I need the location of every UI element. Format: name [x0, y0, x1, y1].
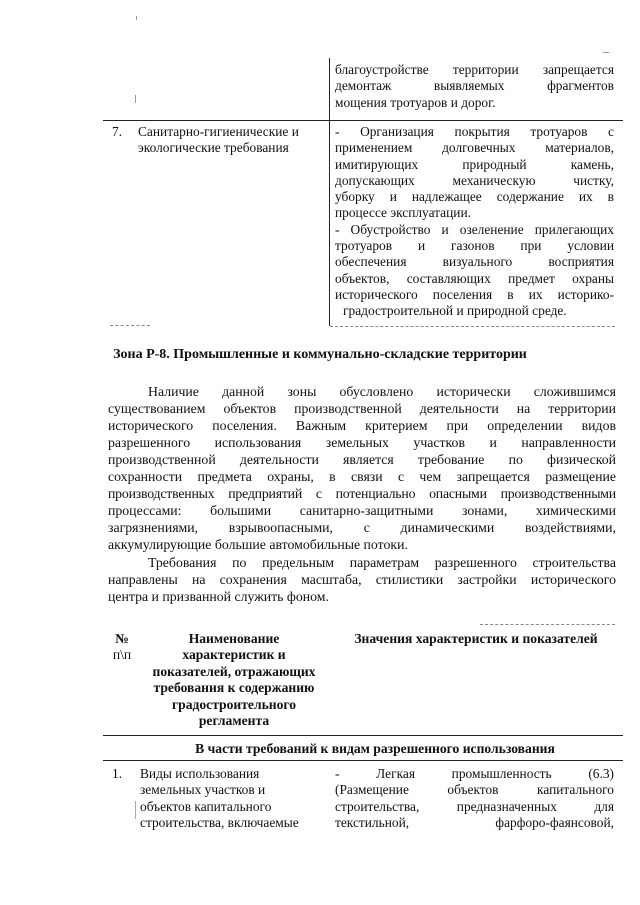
text-line: земельных участков и [140, 782, 266, 798]
text-line: градостроительного [171, 696, 297, 712]
text-line: направлены на сохранения масштаба, стилистики застройки исторического [108, 572, 616, 587]
text-line: показателей, отражающих [152, 663, 316, 679]
row7-number: 7. [112, 124, 123, 139]
text-line: № [115, 631, 129, 646]
text-line: Виды использования [140, 766, 260, 781]
table-border [103, 120, 623, 121]
text-line: Требования по предельным параметрам разрешенного строительства [148, 555, 616, 570]
header-number [106, 631, 138, 664]
text-line: характеристик и [182, 647, 286, 663]
text-line: п\п [112, 647, 132, 663]
text-line: исторического поселения в их историко- [335, 286, 614, 302]
text-line: - Обустройство и озеленение прилегающих [335, 221, 614, 237]
header-values: Значения характеристик и показателей [354, 631, 598, 646]
table-border [103, 760, 623, 761]
scan-mark [135, 95, 136, 103]
table-border [103, 735, 623, 736]
table-border [480, 624, 615, 625]
text-line: требования к содержанию [153, 680, 315, 696]
text-line: Наименование [188, 631, 280, 646]
scan-mark [603, 52, 609, 53]
text-line: производственных предприятий с потенциально опасными производственными [108, 486, 616, 501]
text-line: (Размещение объектов капитального [335, 782, 614, 798]
table-border [329, 121, 330, 326]
text-line: сохранности предмета охраны, в связи с чем запрещается размещение [108, 469, 616, 484]
text-line: - Организация покрытия тротуаров с [335, 124, 614, 139]
table-border [135, 801, 136, 819]
text-line: имитирующих природный камень, [335, 156, 614, 172]
row7-name [138, 124, 326, 157]
text-line: процессами: большими санитарно-защитными зонами, химическими [108, 503, 616, 518]
text-line: текстильной, фарфоро-фаянсовой, [335, 814, 614, 830]
text-line: экологические требования [138, 140, 289, 156]
table-border [110, 325, 150, 326]
zone-heading: Зона Р-8. Промышленные и коммунально-складские территории [113, 347, 527, 362]
text-line: производственной деятельности является требование по физической [108, 452, 616, 467]
text-line: тротуаров и газонов при условии [335, 238, 614, 254]
table-border [330, 326, 615, 327]
paragraph-2 [108, 554, 616, 605]
text-line: разрешенного использования земельных участков и направленности [108, 435, 616, 450]
text-line: регламента [198, 713, 270, 729]
text-line: исторического поселения. Важным критерием при определении видов [108, 418, 616, 433]
text-line: существованием объектов производственной деятельности на территории [108, 401, 616, 416]
text-line: благоустройстве территории запрещается [335, 62, 614, 77]
header-name [138, 631, 330, 729]
text-line: мощения тротуаров и дорог. [335, 94, 496, 110]
text-line: допускающих механическую чистку, [335, 172, 614, 188]
text-line: градостроительной и природной среде. [343, 303, 567, 319]
scan-mark [136, 16, 137, 20]
text-line: объектов капитального [140, 798, 272, 814]
text-line: демонтаж выявляемых фрагментов [335, 78, 614, 94]
text-line: процессе эксплуатации. [335, 205, 471, 221]
text-line: применением долговечных материалов, [335, 140, 614, 156]
text-line: - Легкая промышленность (6.3) [335, 766, 614, 781]
row1-value [335, 766, 614, 831]
text-line: строительства, предназначенных для [335, 798, 614, 814]
text-line: центра и призванной служить фоном. [108, 589, 329, 604]
text-line: загрязнениями, взрывоопасными, с динамическими воздействиями, [108, 520, 616, 535]
paragraph-1 [108, 383, 616, 553]
text-line: аккумулирующие большие автомобильные потоки. [108, 537, 408, 552]
text-line: обеспечения визуального восприятия [335, 254, 614, 270]
row1-name [140, 766, 330, 831]
text-line: Наличие данной зоны обусловлено исторически сложившимся [148, 384, 616, 399]
section-heading: В части требований к видам разрешенного использования [195, 741, 555, 756]
table-border [329, 58, 330, 122]
top-row-value [335, 62, 614, 111]
text-line: Санитарно-гигиенические и [138, 124, 299, 139]
row1-number: 1. [112, 766, 123, 781]
text-line: уборку и надлежащее содержание их в [335, 189, 614, 205]
text-line: строительства, включаемые [140, 814, 299, 830]
text-line: объектов, составляющих предмет охраны [335, 270, 614, 286]
row7-value [335, 124, 614, 320]
